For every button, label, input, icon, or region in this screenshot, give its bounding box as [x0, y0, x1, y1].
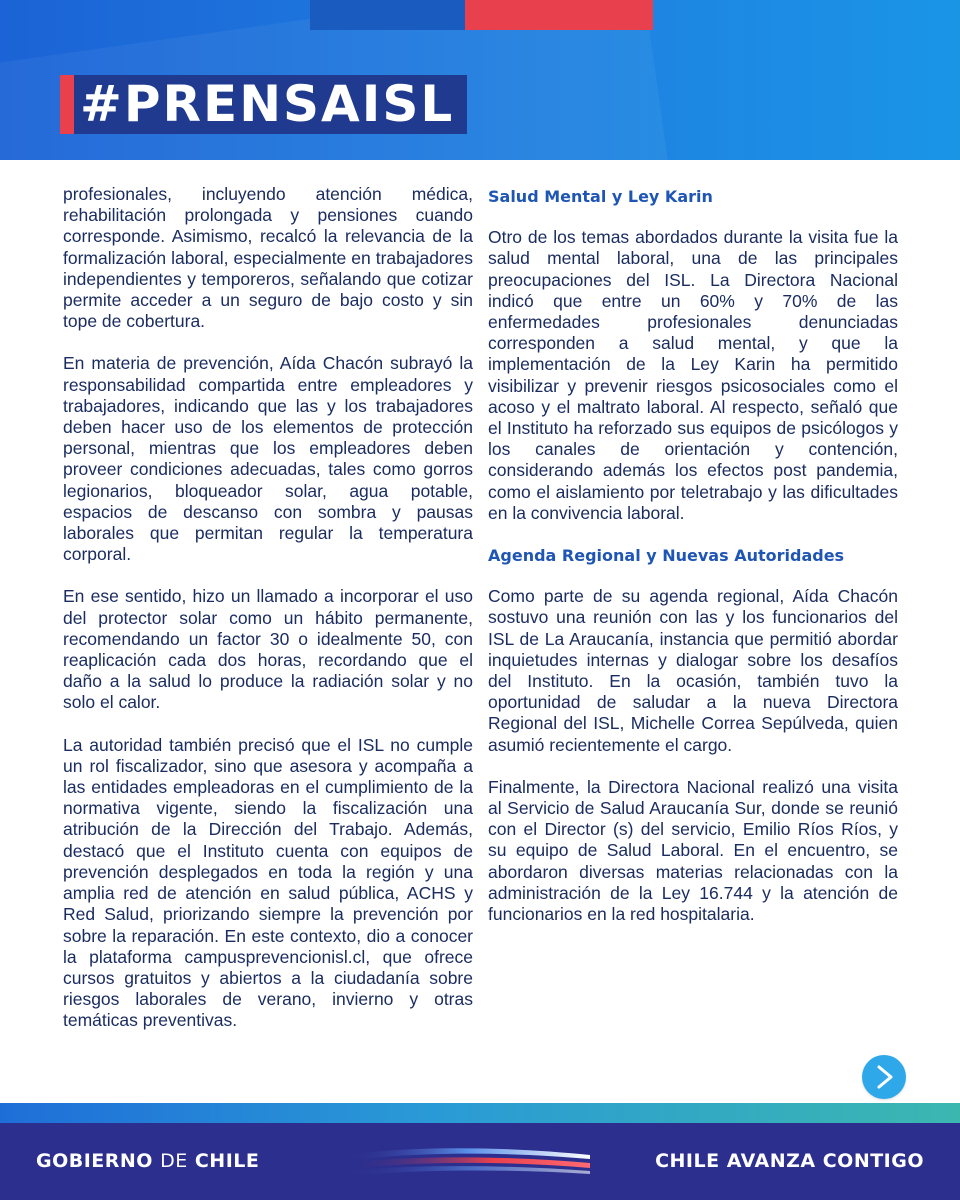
chile-word: CHILE [194, 1150, 260, 1172]
section-heading-salud-mental: Salud Mental y Ley Karin [488, 187, 713, 206]
gobierno-de-chile-label [36, 1123, 259, 1200]
left-paragraph-2: En materia de prevención, Aída Chacón subrayó la responsabilidad compartida entre empleadores y trabajadores, indicando que las y los trabajadores deben hacer uso de los elementos de protección personal, mientras que los empleadores deben proveer condiciones adecuadas, tales como gorros legionarios, bloqueador solar, agua potable, espacios de descanso con sombra y pausas laborales que permitan regular la temperatura corporal. [63, 353, 473, 565]
flag-logo-icon [340, 1143, 595, 1179]
top-bar-blue [310, 0, 465, 30]
right-paragraph-3: Finalmente, la Directora Nacional realizó una visita al Servicio de Salud Araucanía Sur, donde se reunió con el Director (s) del servicio, Emilio Ríos Ríos, y su equipo de Salud Laboral. En el encuentro, se abordaron diversas materias relacionadas con la administración de la Ley 16.744 y la atención de funcionarios en la red hospitalaria. [488, 776, 898, 925]
left-paragraph-1: profesionales, incluyendo atención médica, rehabilitación prolongada y pensiones cuando corresponde. Asimismo, recalcó la relevancia de la formalización laboral, especialmente en trabajadores independientes y temporeros, señalando que cotizar permite acceder a un seguro de bajo costo y sin tope de cobertura. [63, 184, 473, 332]
left-paragraph-4: La autoridad también precisó que el ISL no cumple un rol fiscalizador, sino que asesora y acompaña a las entidades empleadoras en el cumplimiento de la normativa vigente, siendo la fiscalización una atribución de la Dirección del Trabajo. Además, destacó que el Instituto cuenta con equipos de prevención desplegados en toda la región y una amplia red de atención en salud pública, ACHS y Red Salud, priorizando siempre la prevención por sobre la reparación. En este contexto, dio a conocer la plataforma campusprevencionisl.cl, que ofrece cursos gratuitos y abiertos a la ciudadanía sobre riesgos laborales de verano, invierno y otras temáticas preventivas. [63, 734, 473, 1031]
gobierno-word: GOBIERNO [36, 1150, 153, 1172]
header-banner [0, 0, 960, 160]
chevron-right-icon [871, 1064, 897, 1090]
right-paragraph-1: Otro de los temas abordados durante la visita fue la salud mental laboral, una de las principales preocupaciones del ISL. La Directora Nacional indicó que entre un 60% y 70% de las enfermedades profesionales denunciadas corresponden a salud mental, y que la implementación de la Ley Karin ha permitido visibilizar y prevenir riesgos psicosociales como el acoso y el maltrato laboral. Al respecto, señaló que el Instituto ha reforzado sus equipos de psicólogos y los canales de orientación y contención, considerando además los efectos post pandemia, como el aislamiento por teletrabajo y las dificultades en la convivencia laboral. [488, 227, 898, 523]
de-word: DE [160, 1150, 188, 1172]
top-bar-red [465, 0, 653, 30]
page-title: #PRENSAISL [80, 75, 455, 133]
footer-stripe [0, 1103, 960, 1123]
slogan: CHILE AVANZA CONTIGO [655, 1150, 924, 1172]
footer [0, 1123, 960, 1200]
section-heading-agenda-regional: Agenda Regional y Nuevas Autoridades [488, 546, 845, 566]
title-box [60, 75, 467, 134]
left-paragraph-3: En ese sentido, hizo un llamado a incorporar el uso del protector solar como un hábito permanente, recomendando un factor 30 o idealmente 50, con reaplicación cada dos horas, recordando que el daño a la salud lo produce la radiación solar y no solo el calor. [63, 586, 473, 713]
title-accent-strip [60, 75, 74, 134]
right-paragraph-2: Como parte de su agenda regional, Aída Chacón sostuvo una reunión con las y los funcionarios del ISL de La Araucanía, instancia que permitió abordar inquietudes internas y dialogar sobre los desafíos del Instituto. En la ocasión, también tuvo la oportunidad de saludar a la nueva Directora Regional del ISL, Michelle Correa Sepúlveda, quien asumió recientemente el cargo. [488, 586, 898, 755]
next-button[interactable] [862, 1055, 906, 1099]
left-column [63, 184, 473, 1053]
right-column [488, 184, 898, 946]
